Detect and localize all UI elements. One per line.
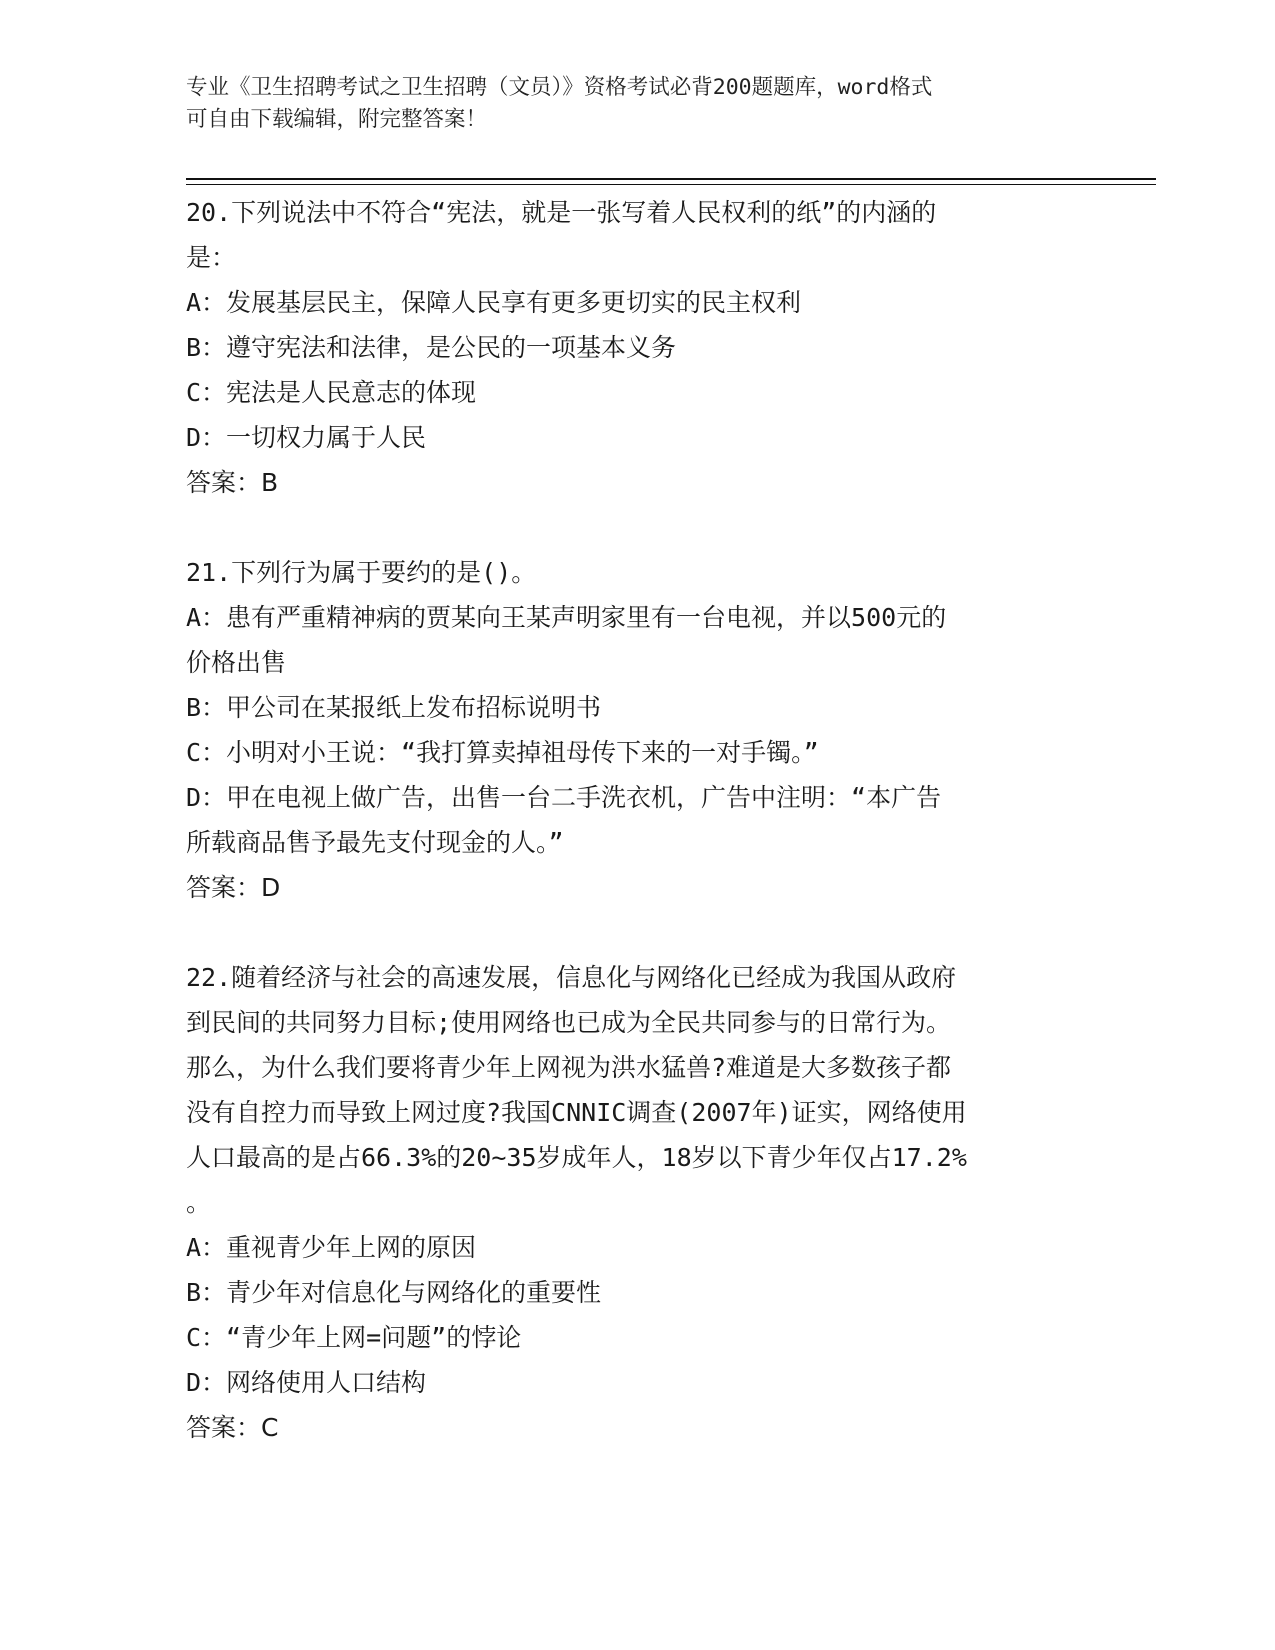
question-20 [186, 190, 1086, 505]
answer: 答案：D [186, 873, 281, 902]
question-stem-line: 那么，为什么我们要将青少年上网视为洪水猛兽?难道是大多数孩子都 [186, 1053, 952, 1082]
question-22 [186, 955, 1086, 1450]
question-stem-line: 。 [186, 1188, 212, 1217]
question-stem-line: 22.随着经济与社会的高速发展，信息化与网络化已经成为我国从政府 [186, 963, 957, 992]
question-stem-line: 是： [186, 243, 237, 272]
question-list [186, 190, 1086, 1495]
option-b: B：青少年对信息化与网络化的重要性 [186, 1278, 602, 1307]
option-d: D：甲在电视上做广告，出售一台二手洗衣机，广告中注明：“本广告 [186, 783, 942, 812]
option-a: A：重视青少年上网的原因 [186, 1233, 477, 1262]
question-stem-line: 没有自控力而导致上网过度?我国CNNIC调查(2007年)证实，网络使用 [186, 1098, 967, 1127]
option-c: C：“青少年上网=问题”的悖论 [186, 1323, 522, 1352]
question-stem-line: 人口最高的是占66.3%的20~35岁成年人，18岁以下青少年仅占17.2% [186, 1143, 967, 1172]
option-b: B：甲公司在某报纸上发布招标说明书 [186, 693, 602, 722]
option-c: C：宪法是人民意志的体现 [186, 378, 477, 407]
question-stem-line: 21.下列行为属于要约的是()。 [186, 558, 537, 587]
question-stem-line: 20.下列说法中不符合“宪法，就是一张写着人民权利的纸”的内涵的 [186, 198, 937, 227]
option-a: A：发展基层民主，保障人民享有更多更切实的民主权利 [186, 288, 802, 317]
answer: 答案：B [186, 468, 279, 497]
option-b: B：遵守宪法和法律，是公民的一项基本义务 [186, 333, 677, 362]
question-21 [186, 550, 1086, 910]
option-d: D：网络使用人口结构 [186, 1368, 427, 1397]
header-line: 专业《卫生招聘考试之卫生招聘（文员）》资格考试必背200题题库，word格式 [186, 75, 933, 100]
document-header [186, 72, 1066, 136]
option-d: D：一切权力属于人民 [186, 423, 427, 452]
header-divider-thin [186, 184, 1156, 185]
answer: 答案：C [186, 1413, 279, 1442]
option-a-continued: 价格出售 [186, 648, 287, 677]
question-stem-line: 到民间的共同努力目标;使用网络也已成为全民共同参与的日常行为。 [186, 1008, 952, 1037]
option-d-continued: 所载商品售予最先支付现金的人。” [186, 828, 564, 857]
option-a: A：患有严重精神病的贾某向王某声明家里有一台电视，并以500元的 [186, 603, 947, 632]
header-divider-thick [186, 178, 1156, 180]
option-c: C：小明对小王说：“我打算卖掉祖母传下来的一对手镯。” [186, 738, 819, 767]
header-line: 可自由下载编辑，附完整答案！ [186, 107, 488, 132]
